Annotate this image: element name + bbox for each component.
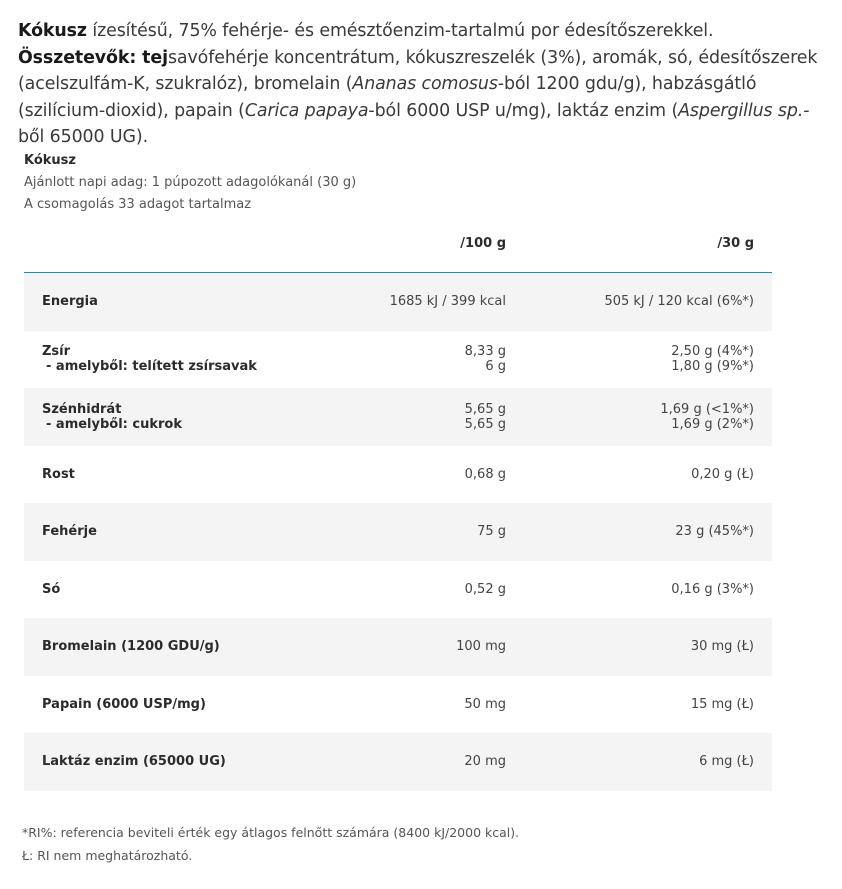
value-per-100g-value: 0,52 g bbox=[464, 581, 506, 597]
product-summary: ízesítésű, 75% fehérje- és emésztőenzim-tartalmú por édesítőszerekkel. bbox=[86, 21, 714, 41]
species-carica: Carica papaya bbox=[244, 100, 369, 121]
flavor-name: Kókusz bbox=[24, 153, 76, 168]
value-per-100g bbox=[465, 561, 506, 619]
table-row bbox=[24, 273, 772, 331]
value-per-100g-value: 100 mg bbox=[456, 639, 506, 655]
header-per-30g: /30 g bbox=[717, 236, 754, 251]
footnote-ri: *RI%: referencia beviteli érték egy átlagos felnőtt számára (8400 kJ/2000 kcal). bbox=[22, 825, 520, 840]
species-ananas: Ananas comosus bbox=[352, 74, 498, 94]
product-description bbox=[18, 18, 833, 151]
value-per-30g bbox=[671, 561, 754, 619]
value-per-30g-value: 2,50 g (4%*) bbox=[671, 344, 754, 360]
value-per-30g bbox=[660, 388, 754, 446]
nutrient-label-sub-value: - amelyből: cukrok bbox=[46, 416, 182, 432]
table-row bbox=[24, 331, 772, 389]
value-per-100g-sub-value: 6 g bbox=[485, 359, 506, 375]
ingredients-text-3: -ból 6000 USP u/mg), laktáz enzim ( bbox=[368, 100, 679, 121]
value-per-30g-sub-value: 1,80 g (9%*) bbox=[671, 359, 754, 375]
table-row bbox=[24, 618, 772, 676]
value-per-30g bbox=[671, 331, 754, 389]
value-per-100g bbox=[465, 331, 506, 389]
serving-size: Ajánlott napi adag: 1 púpozott adagolókanál (30 g) bbox=[24, 175, 357, 190]
table-row bbox=[24, 561, 772, 619]
nutrition-table bbox=[24, 216, 772, 791]
value-per-30g-value: 15 mg (Ł) bbox=[690, 696, 754, 712]
nutrient-label-value: Fehérje bbox=[42, 524, 97, 540]
table-row bbox=[24, 446, 772, 504]
value-per-30g-value: 0,16 g (3%*) bbox=[671, 581, 754, 597]
nutrient-label-value: Zsír bbox=[42, 344, 71, 360]
value-per-30g bbox=[675, 503, 754, 561]
value-per-30g bbox=[691, 676, 754, 734]
value-per-100g-value: 8,33 g bbox=[464, 344, 506, 360]
footnote-undefined: Ł: RI nem meghatározható. bbox=[22, 848, 193, 863]
value-per-30g-value: 505 kJ / 120 kcal (6%*) bbox=[604, 294, 754, 310]
nutrient-label bbox=[42, 676, 206, 734]
footnotes bbox=[22, 821, 519, 867]
value-per-30g-sub-value: 1,69 g (2%*) bbox=[671, 416, 754, 432]
ingredients-label: Összetevők: bbox=[18, 47, 137, 68]
table-row bbox=[24, 503, 772, 561]
nutrient-label bbox=[42, 503, 97, 561]
table-row bbox=[24, 388, 772, 446]
value-per-100g-value: 5,65 g bbox=[464, 401, 506, 417]
value-per-30g bbox=[691, 446, 754, 504]
ingredients-text-1: savófehérje koncentrátum, kókuszreszelék (3%), aromák, só, édesítőszerek (acelszulfám-K, szukralóz), bromelain ( bbox=[18, 47, 818, 94]
value-per-30g bbox=[691, 618, 754, 676]
value-per-30g bbox=[604, 273, 754, 331]
value-per-100g-value: 50 mg bbox=[464, 696, 506, 712]
value-per-30g-value: 0,20 g (Ł) bbox=[691, 466, 754, 482]
serving-info bbox=[24, 150, 356, 216]
allergen-word: tej bbox=[136, 47, 168, 68]
nutrient-label bbox=[42, 388, 182, 446]
value-per-100g-sub-value: 5,65 g bbox=[464, 416, 506, 432]
ingredients-text-4: -ből 65000 UG). bbox=[18, 100, 810, 147]
value-per-30g-value: 23 g (45%*) bbox=[675, 524, 754, 540]
nutrient-label-value: Laktáz enzim (65000 UG) bbox=[42, 754, 226, 770]
ingredients-text-2: -ból 1200 gdu/g), habzásgátló (szilícium-dioxid), papain ( bbox=[18, 74, 757, 121]
value-per-30g-value: 1,69 g (<1%*) bbox=[660, 401, 754, 417]
product-flavor: Kókusz bbox=[18, 21, 87, 41]
nutrient-label bbox=[42, 561, 60, 619]
nutrient-label bbox=[42, 273, 98, 331]
value-per-100g-value: 0,68 g bbox=[464, 466, 506, 482]
nutrient-label-sub-value: - amelyből: telített zsírsavak bbox=[46, 359, 257, 375]
nutrient-label-value: Bromelain (1200 GDU/g) bbox=[42, 639, 220, 655]
table-row bbox=[24, 733, 772, 791]
nutrient-label bbox=[42, 733, 226, 791]
value-per-30g-value: 30 mg (Ł) bbox=[690, 639, 754, 655]
header-per-100g: /100 g bbox=[460, 236, 506, 251]
nutrient-label bbox=[42, 331, 257, 389]
value-per-30g bbox=[699, 733, 754, 791]
table-body bbox=[24, 273, 772, 791]
nutrient-label bbox=[42, 446, 75, 504]
value-per-100g bbox=[464, 676, 506, 734]
value-per-100g-value: 1685 kJ / 399 kcal bbox=[389, 294, 506, 310]
species-aspergillus: Aspergillus sp. bbox=[678, 100, 804, 121]
nutrient-label bbox=[42, 618, 220, 676]
value-per-100g bbox=[390, 273, 506, 331]
nutrient-label-value: Só bbox=[42, 581, 61, 597]
value-per-100g bbox=[456, 618, 506, 676]
servings-per-pack: A csomagolás 33 adagot tartalmaz bbox=[24, 197, 252, 212]
value-per-100g-value: 20 mg bbox=[464, 754, 506, 770]
nutrient-label-value: Papain (6000 USP/mg) bbox=[42, 696, 206, 712]
value-per-100g-value: 75 g bbox=[477, 524, 506, 540]
nutrient-label-value: Energia bbox=[42, 294, 98, 310]
value-per-30g-value: 6 mg (Ł) bbox=[699, 754, 754, 770]
nutrient-label-value: Rost bbox=[42, 466, 75, 482]
table-row bbox=[24, 676, 772, 734]
value-per-100g bbox=[464, 733, 506, 791]
table-header bbox=[24, 216, 772, 273]
nutrient-label-value: Szénhidrát bbox=[42, 401, 122, 417]
value-per-100g bbox=[477, 503, 506, 561]
value-per-100g bbox=[465, 388, 506, 446]
value-per-100g bbox=[465, 446, 506, 504]
